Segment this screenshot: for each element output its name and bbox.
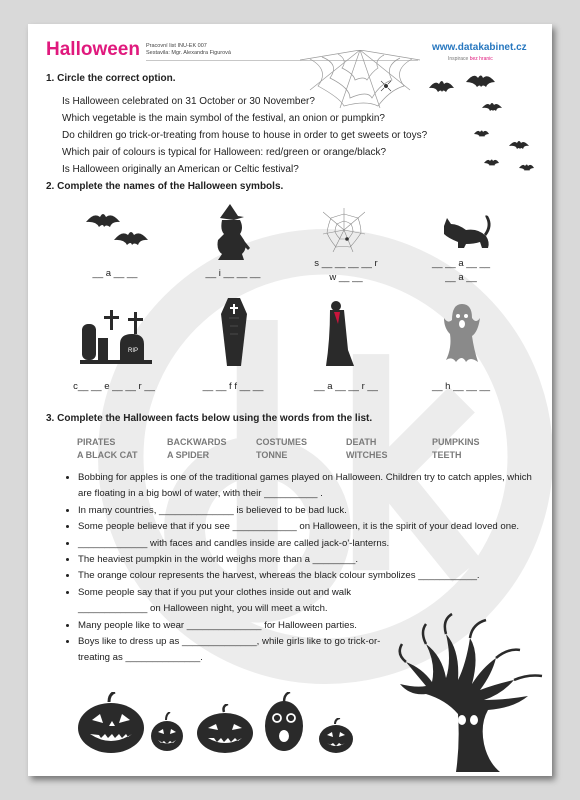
fact-item: • _____________ with faces and candles inside are called jack-o'-lanterns.	[78, 536, 548, 552]
word-pumpkins: PUMPKINS	[432, 437, 480, 447]
tagline-accent: bez hranic	[469, 56, 493, 62]
worksheet-meta	[146, 43, 231, 57]
symbol-blank-web[interactable]: w __ __	[329, 272, 363, 283]
question-4: Which pair of colours is typical for Halloween: red/green or orange/black?	[62, 147, 387, 158]
jack-o-lantern-icon	[264, 692, 304, 752]
jack-o-lantern-icon	[76, 692, 146, 754]
ghost-icon	[442, 302, 482, 364]
symbol-blank-graveyard[interactable]: c__ __ e __ __ r __	[73, 381, 155, 392]
spider-web-icon	[323, 208, 365, 252]
witch-icon	[212, 204, 252, 260]
jack-o-lantern-icon	[318, 718, 354, 754]
fact-item: • Bobbing for apples is one of the traditional games played on Halloween. Children try to catch apples, which are floating in a big bowl of water, with their __________ .	[78, 470, 548, 503]
word-backwards: BACKWARDS	[167, 437, 227, 447]
word-tonne: TONNE	[256, 450, 288, 460]
word-teeth: TEETH	[432, 450, 462, 460]
worksheet-code: Pracovní list INU-EK 007	[146, 43, 207, 49]
fact-item: • The heaviest pumpkin in the world weighs more than a ________.	[78, 552, 548, 568]
question-3: Do children go trick-or-treating from house to house in order to get sweets or toys?	[62, 130, 428, 141]
symbol-blank-cat-1[interactable]: __ __ a __ __	[431, 258, 491, 269]
jack-o-lantern-icon	[196, 704, 254, 754]
black-cat-icon	[438, 212, 494, 250]
svg-text:RIP: RIP	[128, 348, 139, 354]
worksheet-page	[28, 24, 552, 776]
page-title: Halloween	[46, 39, 140, 60]
worksheet-author: Sestavila: Mgr. Alexandra Figurová	[146, 50, 231, 56]
symbol-blank-coffin[interactable]: __ __ f f __ __	[202, 381, 264, 392]
brand-tagline	[448, 56, 493, 62]
fact-item: • In many countries, ______________ is believed to be bad luck.	[78, 503, 548, 519]
coffin-icon	[221, 298, 247, 366]
bat-icon	[424, 68, 544, 178]
jack-o-lantern-icon	[150, 712, 184, 752]
symbol-blank-cat-2[interactable]: __ a __	[445, 272, 477, 283]
word-costumes: COSTUMES	[256, 437, 308, 447]
symbol-blank-witch[interactable]: __ i __ __ __	[205, 268, 261, 279]
fact-item: • Boys like to dress up as ______________, while girls like to go trick-or-treating as ______________.	[78, 634, 408, 667]
symbol-blank-ghost[interactable]: __ h __ __ __	[431, 381, 491, 392]
symbol-blank-vampire[interactable]: __ a __ __ r __	[314, 381, 378, 392]
vampire-icon	[324, 300, 354, 366]
fact-item: • Many people like to wear ______________ for Halloween parties.	[78, 618, 408, 634]
dead-tree-icon	[396, 604, 546, 772]
word-a-spider: A SPIDER	[167, 450, 210, 460]
question-5: Is Halloween originally an American or Celtic festival?	[62, 164, 299, 175]
word-a-black-cat: A BLACK CAT	[77, 450, 138, 460]
fact-item: • The orange colour represents the harvest, whereas the black colour symbolizes ___________.	[78, 568, 548, 584]
word-witches: WITCHES	[346, 450, 388, 460]
question-2: Which vegetable is the main symbol of the festival, an onion or pumpkin?	[62, 113, 385, 124]
word-pirates: PIRATES	[77, 437, 116, 447]
symbol-blank-bat[interactable]: __ a __ __	[92, 268, 138, 279]
brand-link[interactable]	[432, 42, 527, 53]
tagline-main: Inspirace	[448, 56, 470, 62]
section-1-heading: 1. Circle the correct option.	[46, 73, 176, 84]
brand-accent: kabinet.cz	[478, 42, 527, 53]
fact-item: • Some people believe that if you see ____________ on Halloween, it is the spirit of your dead loved one.	[78, 519, 548, 535]
bat-icon	[84, 212, 154, 254]
section-2-heading: 2. Complete the names of the Halloween symbols.	[46, 181, 284, 192]
question-1: Is Halloween celebrated on 31 October or 30 November?	[62, 96, 315, 107]
symbol-blank-spider[interactable]: s __ __ __ __ r	[314, 258, 378, 269]
section-3-heading: 3. Complete the Halloween facts below using the words from the list.	[46, 413, 373, 424]
word-death: DEATH	[346, 437, 377, 447]
fact-item: • Some people say that if you put your clothes inside out and walk _____________ on Halloween night, you will meet a witch.	[78, 585, 408, 618]
graveyard-icon	[80, 306, 152, 364]
brand-main: www.data	[432, 42, 479, 53]
spider-web-icon	[300, 50, 420, 110]
